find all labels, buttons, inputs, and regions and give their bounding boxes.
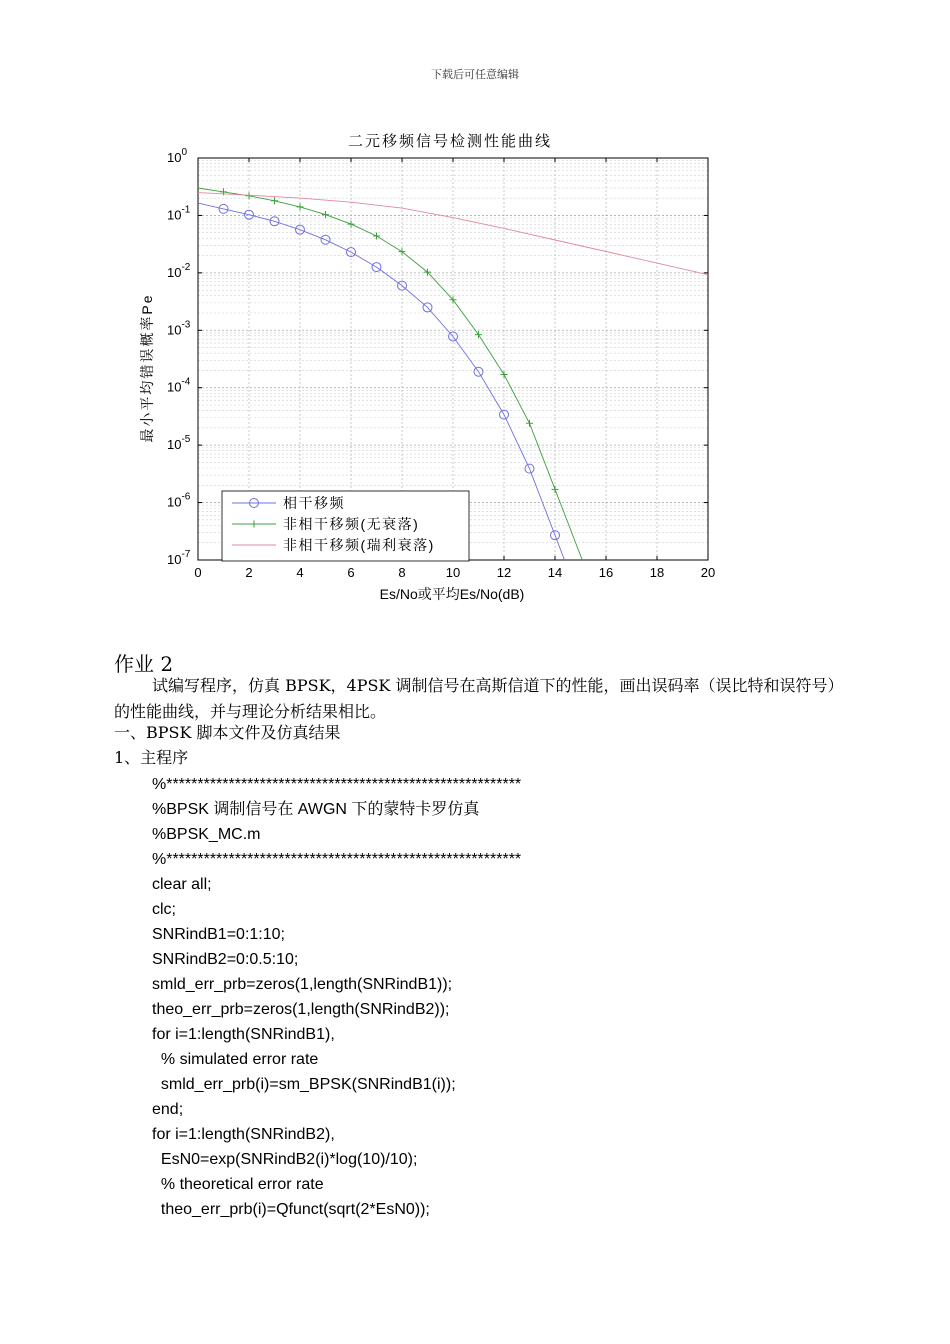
legend-label: 非相干移频(无衰落): [283, 516, 420, 532]
code-line: EsN0=exp(SNRindB2(i)*log(10)/10);: [152, 1151, 418, 1168]
y-tick-label: $10^{-6}$: [167, 491, 191, 510]
data-point: [348, 221, 355, 228]
code-line: %BPSK_MC.m: [152, 826, 261, 843]
code-line: %BPSK 调制信号在 AWGN 下的蒙特卡罗仿真: [152, 801, 480, 818]
data-point: [322, 211, 329, 218]
y-axis-label: 最小平均错误概率Pe: [139, 293, 155, 443]
x-tick-label: 18: [649, 565, 665, 580]
code-line: for i=1:length(SNRindB1),: [152, 1026, 335, 1043]
assignment-heading: 作业 2: [114, 652, 174, 676]
legend-label: 相干移频: [283, 495, 345, 511]
code-line: % simulated error rate: [152, 1051, 319, 1068]
y-tick-label: $10^0$: [167, 147, 188, 165]
code-line: SNRindB2=0:0.5:10;: [152, 951, 299, 968]
y-tick-label: $10^{-2}$: [167, 261, 191, 280]
code-line: clear all;: [152, 876, 212, 893]
chart-legend: [222, 491, 469, 561]
code-line: smld_err_prb=zeros(1,length(SNRindB1));: [152, 976, 453, 993]
data-point: [526, 420, 533, 427]
y-tick-label: $10^{-4}$: [167, 376, 191, 395]
x-axis-label: Es/No或平均Es/No(dB): [379, 586, 525, 602]
assignment-description: 试编写程序，仿真 BPSK，4PSK 调制信号在高斯信道下的性能，画出误码率（误比特和误符号）的性能曲线，并与理论分析结果相比。: [114, 676, 836, 721]
x-tick-label: 14: [547, 565, 563, 580]
x-tick-label: 2: [245, 565, 253, 580]
chart-title: 二元移频信号检测性能曲线: [347, 133, 553, 150]
item-heading: 1、主程序: [114, 748, 189, 767]
code-line: theo_err_prb=zeros(1,length(SNRindB2));: [152, 1001, 450, 1018]
x-tick-label: 6: [347, 565, 355, 580]
code-line: SNRindB1=0:1:10;: [152, 926, 285, 943]
data-point: [552, 486, 559, 493]
y-tick-label: $10^{-7}$: [167, 549, 191, 567]
x-tick-label: 8: [398, 565, 406, 580]
legend-label: 非相干移频(瑞利衰落): [283, 537, 435, 553]
data-point: [271, 197, 278, 204]
x-tick-label: 10: [445, 565, 461, 580]
code-line: end;: [152, 1101, 184, 1118]
code-block: [152, 772, 521, 1222]
code-line: theo_err_prb(i)=Qfunct(sqrt(2*EsN0));: [152, 1201, 430, 1218]
code-line: %*********************************************************: [152, 776, 522, 793]
y-tick-label: $10^{-1}$: [167, 204, 191, 223]
error-probability-chart: [120, 122, 740, 612]
page-header: 下载后可任意编辑: [431, 68, 519, 81]
code-line: % theoretical error rate: [152, 1176, 324, 1193]
data-point: [297, 203, 304, 210]
code-line: clc;: [152, 901, 176, 918]
x-tick-label: 12: [496, 565, 512, 580]
code-line: smld_err_prb(i)=sm_BPSK(SNRindB1(i));: [152, 1076, 456, 1093]
code-line: for i=1:length(SNRindB2),: [152, 1126, 335, 1143]
section-subheading: 一、BPSK 脚本文件及仿真结果: [114, 723, 341, 742]
y-tick-label: $10^{-5}$: [167, 434, 191, 453]
x-tick-label: 20: [700, 565, 716, 580]
x-tick-label: 0: [194, 565, 202, 580]
y-tick-label: $10^{-3}$: [167, 319, 191, 338]
data-point: [475, 331, 482, 338]
x-tick-label: 4: [296, 565, 304, 580]
x-tick-label: 16: [598, 565, 614, 580]
data-point: [501, 371, 508, 378]
code-line: %*********************************************************: [152, 851, 522, 868]
